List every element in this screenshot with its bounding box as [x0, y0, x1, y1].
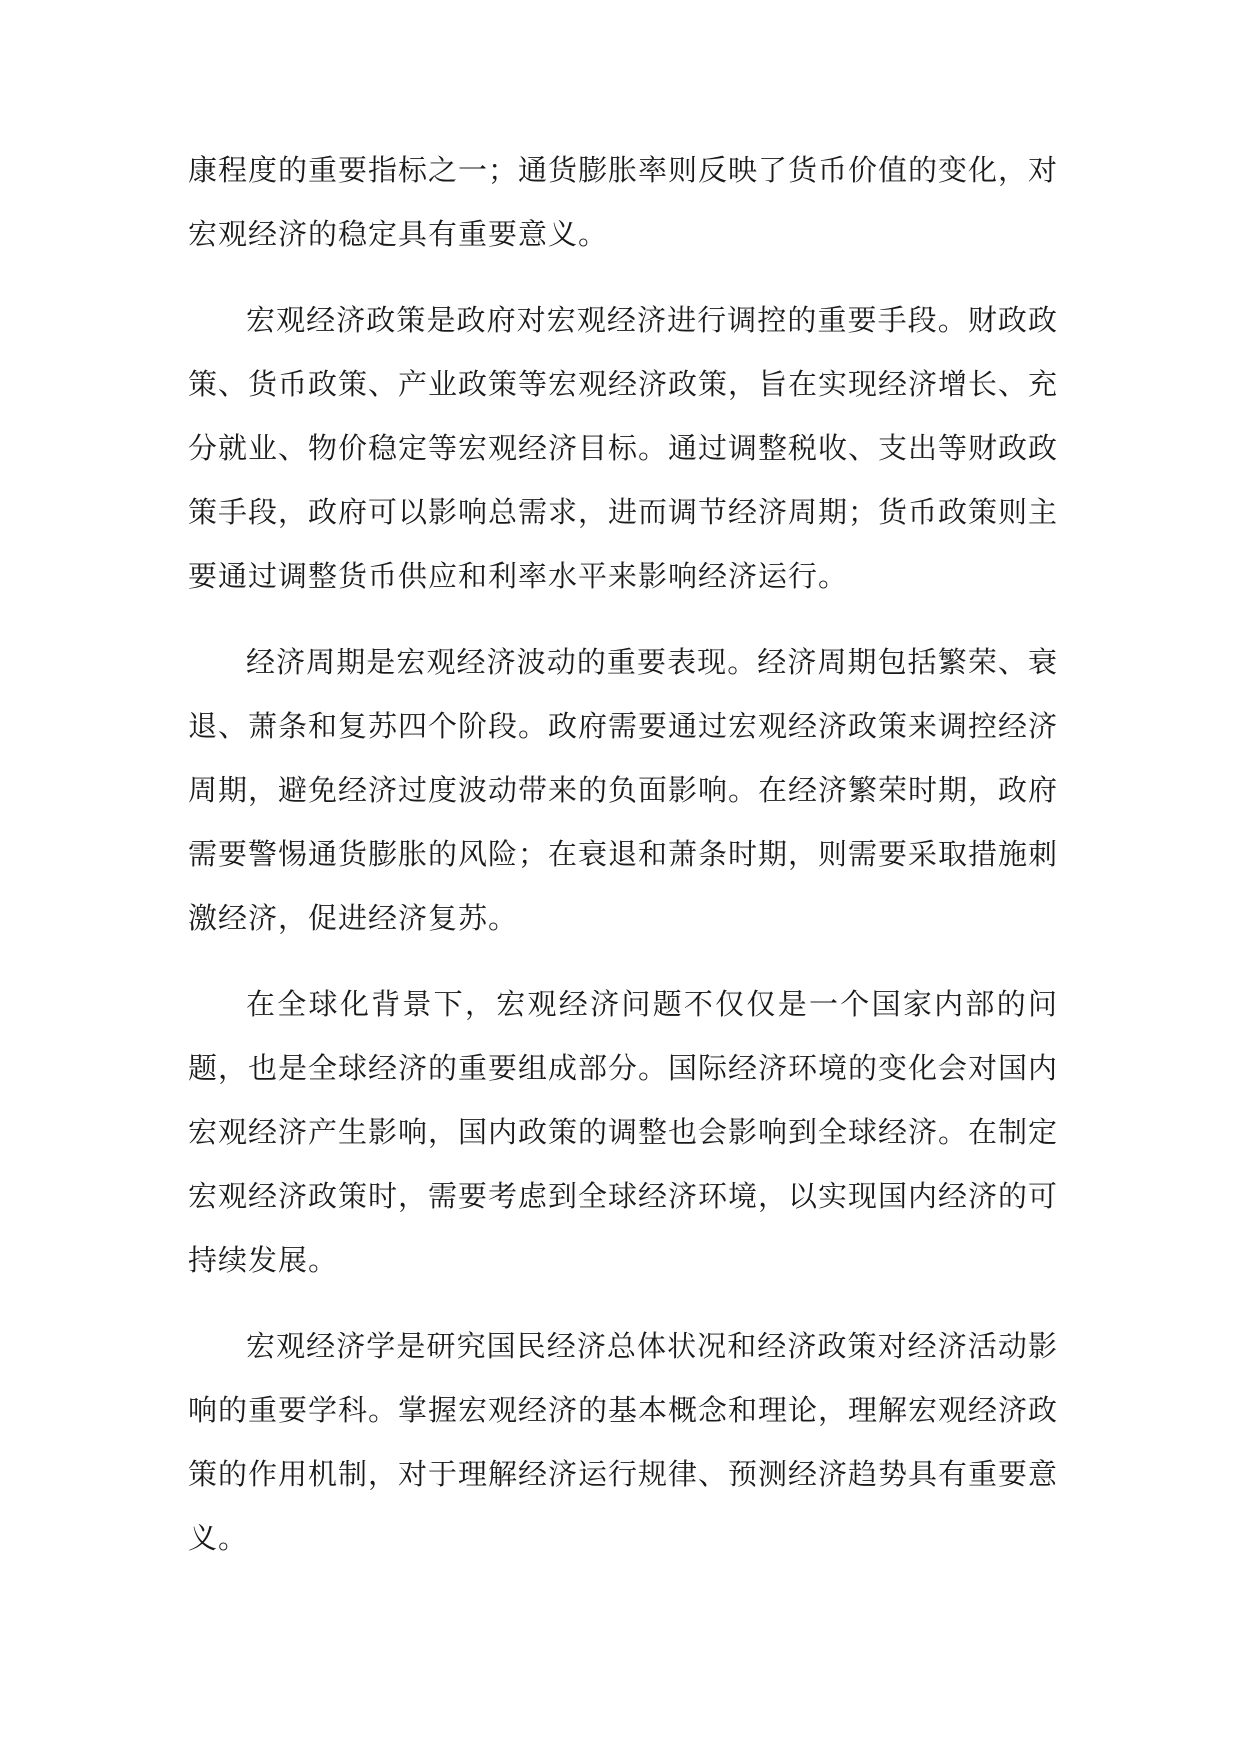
paragraph-continuation: 康程度的重要指标之一；通货膨胀率则反映了货币价值的变化，对宏观经济的稳定具有重要意义。	[188, 153, 1059, 251]
paragraph-globalization: 在全球化背景下，宏观经济问题不仅仅是一个国家内部的问题，也是全球经济的重要组成部分。国际经济环境的变化会对国内宏观经济产生影响，国内政策的调整也会影响到全球经济。在制定宏观经济政策时，需要考虑到全球经济环境，以实现国内经济的可持续发展。	[188, 987, 1059, 1277]
document-body	[188, 138, 1058, 1592]
paragraph-economic-cycle: 经济周期是宏观经济波动的重要表现。经济周期包括繁荣、衰退、萧条和复苏四个阶段。政府需要通过宏观经济政策来调控经济周期，避免经济过度波动带来的负面影响。在经济繁荣时期，政府需要警惕通货膨胀的风险；在衰退和萧条时期，则需要采取措施刺激经济，促进经济复苏。	[188, 645, 1059, 935]
paragraph-macro-policy: 宏观经济政策是政府对宏观经济进行调控的重要手段。财政政策、货币政策、产业政策等宏观经济政策，旨在实现经济增长、充分就业、物价稳定等宏观经济目标。通过调整税收、支出等财政政策手段，政府可以影响总需求，进而调节经济周期；货币政策则主要通过调整货币供应和利率水平来影响经济运行。	[188, 303, 1059, 593]
paragraph-conclusion: 宏观经济学是研究国民经济总体状况和经济政策对经济活动影响的重要学科。掌握宏观经济的基本概念和理论，理解宏观经济政策的作用机制，对于理解经济运行规律、预测经济趋势具有重要意义。	[188, 1329, 1059, 1555]
